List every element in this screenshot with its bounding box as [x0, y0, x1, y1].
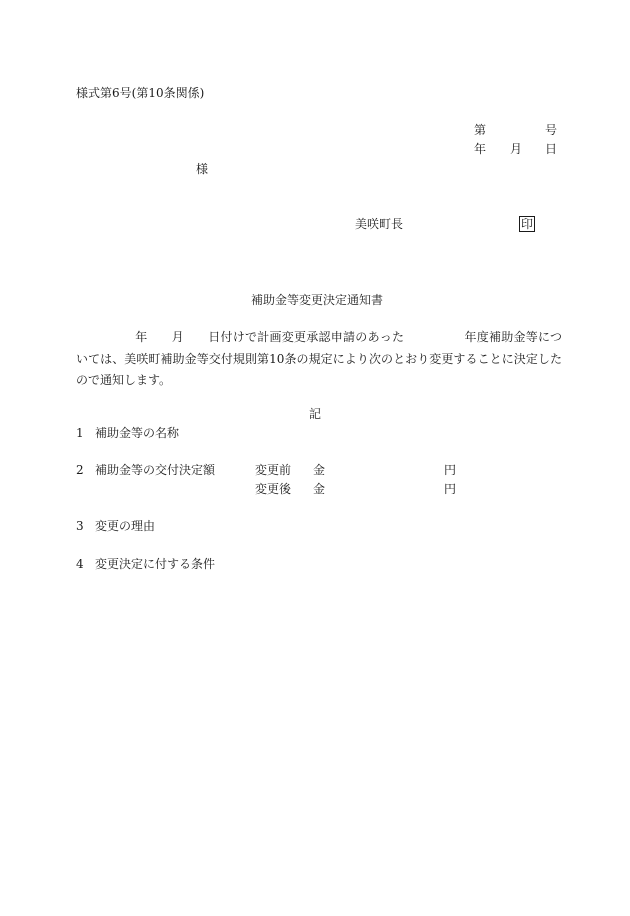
addressee-suffix: 様 [196, 162, 209, 176]
amount-after-label: 変更後 [255, 482, 292, 496]
item-4-label: 変更決定に付する条件 [95, 557, 216, 571]
document-title: 補助金等変更決定通知書 [251, 293, 384, 307]
issuer-name: 美咲町長 [355, 217, 404, 231]
amount-after-prefix: 金 [313, 482, 326, 496]
item-3-number: 3 [76, 519, 84, 533]
body-paragraph [76, 327, 562, 392]
seal-mark [519, 216, 535, 232]
date-day: 日 [545, 142, 558, 156]
amount-before-unit: 円 [444, 463, 457, 477]
ki-heading: 記 [309, 407, 322, 421]
doc-number-suffix: 号 [545, 123, 558, 137]
date-year: 年 [474, 142, 487, 156]
amount-after-unit: 円 [444, 482, 457, 496]
item-1-label: 補助金等の名称 [95, 426, 180, 440]
body-text-2: 年度補助金等については、美咲町補助金等交付規則第10条の規定により次のとおり変更することに決定したので通知します。 [76, 330, 562, 387]
item-1-number: 1 [76, 426, 84, 440]
item-2-label: 補助金等の交付決定額 [95, 463, 216, 477]
item-2-number: 2 [76, 463, 84, 477]
body-year: 年 [135, 330, 148, 344]
body-month: 月 [171, 330, 185, 344]
seal-text: 印 [521, 217, 534, 231]
amount-before-label: 変更前 [255, 463, 292, 477]
amount-before-prefix: 金 [313, 463, 326, 477]
date-month: 月 [510, 142, 523, 156]
item-4-number: 4 [76, 557, 84, 571]
form-label: 様式第6号(第10条関係) [76, 86, 205, 100]
doc-number-prefix: 第 [474, 123, 487, 137]
item-3-label: 変更の理由 [95, 519, 156, 533]
body-text-1: 日付けで計画変更承認申請のあった [208, 330, 405, 344]
